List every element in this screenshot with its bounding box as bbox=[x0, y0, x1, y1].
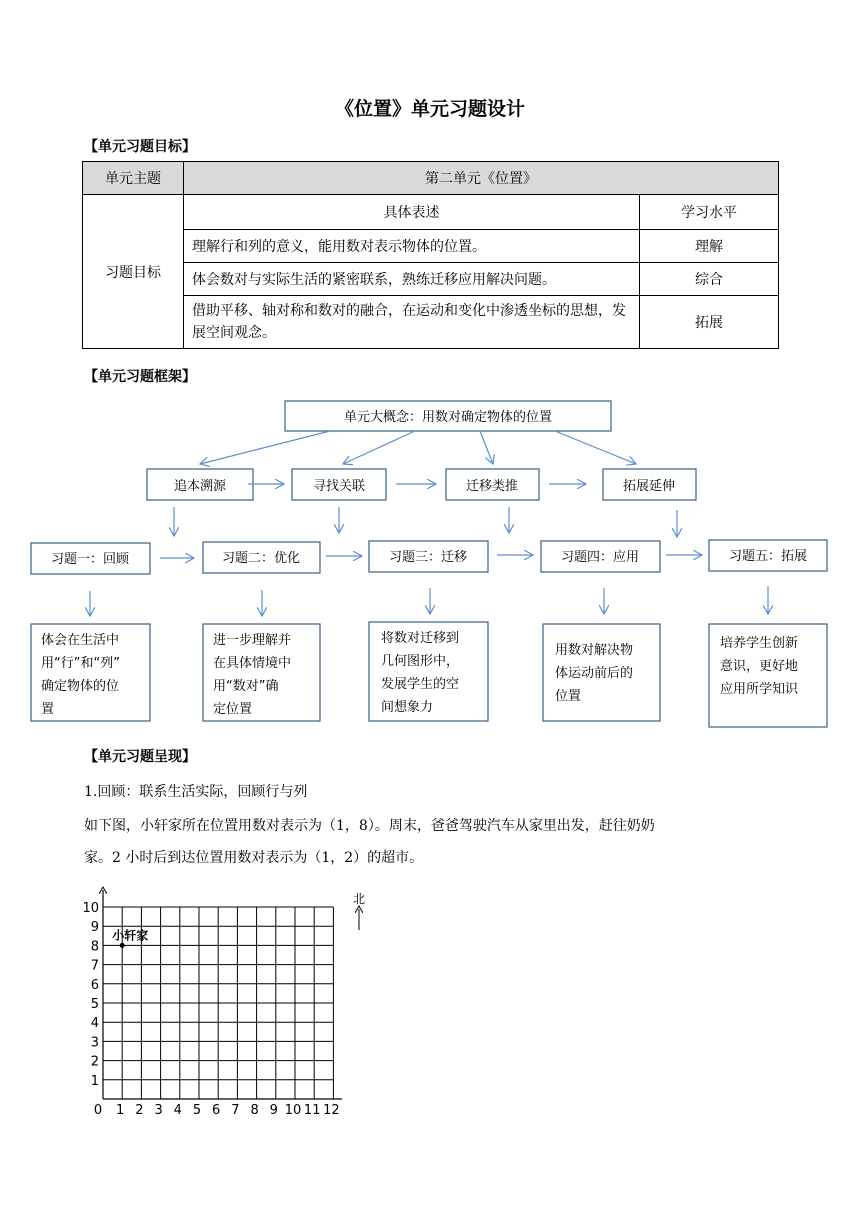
x-tick-labels bbox=[94, 1103, 340, 1118]
description-line: 用数对解决物 bbox=[555, 643, 634, 658]
y-tick-label: 8 bbox=[90, 939, 99, 955]
concept-text: 单元大概念：用数对确定物体的位置 bbox=[343, 410, 553, 425]
description-line: 用“数对”确 bbox=[213, 679, 279, 694]
description-line: 位置 bbox=[555, 689, 582, 704]
goal-label-cell: 习题目标 bbox=[83, 195, 184, 349]
goal-desc-cell: 借助平移、轴对称和数对的融合，在运动和变化中渗透坐标的思想，发展空间观念。 bbox=[184, 296, 640, 349]
y-tick-label: 6 bbox=[90, 977, 99, 993]
section-goals-heading: 【单元习题目标】 bbox=[84, 139, 196, 155]
exercise-label: 习题三：迁移 bbox=[388, 550, 468, 565]
x-tick-label: 10 bbox=[284, 1103, 302, 1118]
description-line: 间想象力 bbox=[381, 700, 434, 715]
col-level-header: 学习水平 bbox=[640, 195, 779, 230]
q1-text-line: 如下图，小轩家所在位置用数对表示为（1，8）。周末，爸爸驾驶汽车从家里出发，赶往奶奶 bbox=[84, 818, 655, 834]
description-line: 用“行”和“列” bbox=[41, 656, 120, 671]
y-tick-label: 5 bbox=[90, 997, 99, 1012]
section-framework-heading: 【单元习题框架】 bbox=[84, 369, 196, 385]
goal-level-cell: 理解 bbox=[640, 230, 779, 263]
stage-label: 迁移类推 bbox=[465, 479, 519, 494]
x-tick-label: 3 bbox=[154, 1103, 163, 1118]
x-tick-label: 12 bbox=[323, 1103, 340, 1118]
x-tick-label: 8 bbox=[250, 1103, 259, 1118]
y-tick-label: 9 bbox=[90, 920, 99, 936]
description-line: 体会在生活中 bbox=[41, 633, 120, 648]
q1-text-line: 家。2 小时后到达位置用数对表示为（1，2）的超市。 bbox=[84, 850, 424, 866]
x-tick-label: 0 bbox=[93, 1103, 103, 1118]
x-tick-label: 4 bbox=[173, 1103, 182, 1118]
north-label: 北 bbox=[352, 892, 366, 906]
y-tick-label: 4 bbox=[90, 1016, 99, 1032]
description-line: 在具体情境中 bbox=[213, 656, 292, 671]
home-label: 小轩家 bbox=[112, 928, 149, 943]
goal-level-cell: 综合 bbox=[640, 263, 779, 296]
stage-label: 追本溯源 bbox=[173, 479, 227, 494]
goal-level-cell: 拓展 bbox=[640, 296, 779, 349]
section-presentation-heading: 【单元习题呈现】 bbox=[84, 749, 196, 765]
home-point bbox=[120, 943, 125, 948]
description-line: 意识，更好地 bbox=[720, 659, 799, 674]
x-tick-label: 5 bbox=[192, 1103, 202, 1118]
x-tick-label: 2 bbox=[135, 1103, 144, 1118]
theme-value-cell: 第二单元《位置》 bbox=[184, 162, 779, 195]
y-tick-label: 3 bbox=[90, 1035, 99, 1051]
y-tick-label: 2 bbox=[90, 1054, 99, 1070]
description-line: 几何图形中， bbox=[381, 654, 460, 669]
description-line: 体运动前后的 bbox=[555, 666, 634, 681]
description-line: 确定物体的位 bbox=[41, 679, 120, 694]
stage-label: 拓展延伸 bbox=[622, 479, 676, 494]
exercise-label: 习题四：应用 bbox=[560, 550, 640, 565]
q1-heading: 1.回顾：联系生活实际，回顾行与列 bbox=[84, 784, 308, 800]
x-tick-label: 11 bbox=[303, 1103, 321, 1118]
theme-label-cell: 单元主题 bbox=[83, 162, 184, 195]
x-tick-label: 7 bbox=[231, 1103, 240, 1118]
stage-label: 寻找关联 bbox=[312, 479, 366, 494]
description-line: 培养学生创新 bbox=[720, 636, 799, 651]
description-line: 进一步理解并 bbox=[213, 633, 292, 648]
description-line: 发展学生的空 bbox=[381, 677, 460, 692]
exercise-label: 习题五：拓展 bbox=[728, 549, 808, 564]
y-tick-label: 7 bbox=[90, 958, 99, 974]
description-line: 将数对迁移到 bbox=[381, 631, 460, 646]
x-tick-label: 1 bbox=[116, 1103, 125, 1118]
y-tick-labels bbox=[82, 901, 99, 1089]
exercise-label: 习题一：回顾 bbox=[50, 552, 130, 567]
description-line: 定位置 bbox=[213, 702, 253, 717]
y-tick-label: 1 bbox=[90, 1073, 99, 1089]
page-title: 《位置》单元习题设计 bbox=[334, 98, 525, 120]
description-line: 应用所学知识 bbox=[720, 682, 799, 697]
goal-desc-cell: 理解行和列的意义，能用数对表示物体的位置。 bbox=[184, 230, 640, 263]
col-desc-header: 具体表述 bbox=[184, 195, 640, 230]
exercise-label: 习题二：优化 bbox=[221, 551, 301, 566]
x-tick-label: 9 bbox=[269, 1103, 278, 1118]
x-tick-label: 6 bbox=[212, 1103, 221, 1118]
description-line: 置 bbox=[41, 702, 55, 717]
goal-desc-cell: 体会数对与实际生活的紧密联系，熟练迁移应用解决问题。 bbox=[184, 263, 640, 296]
y-tick-label: 10 bbox=[82, 901, 99, 916]
